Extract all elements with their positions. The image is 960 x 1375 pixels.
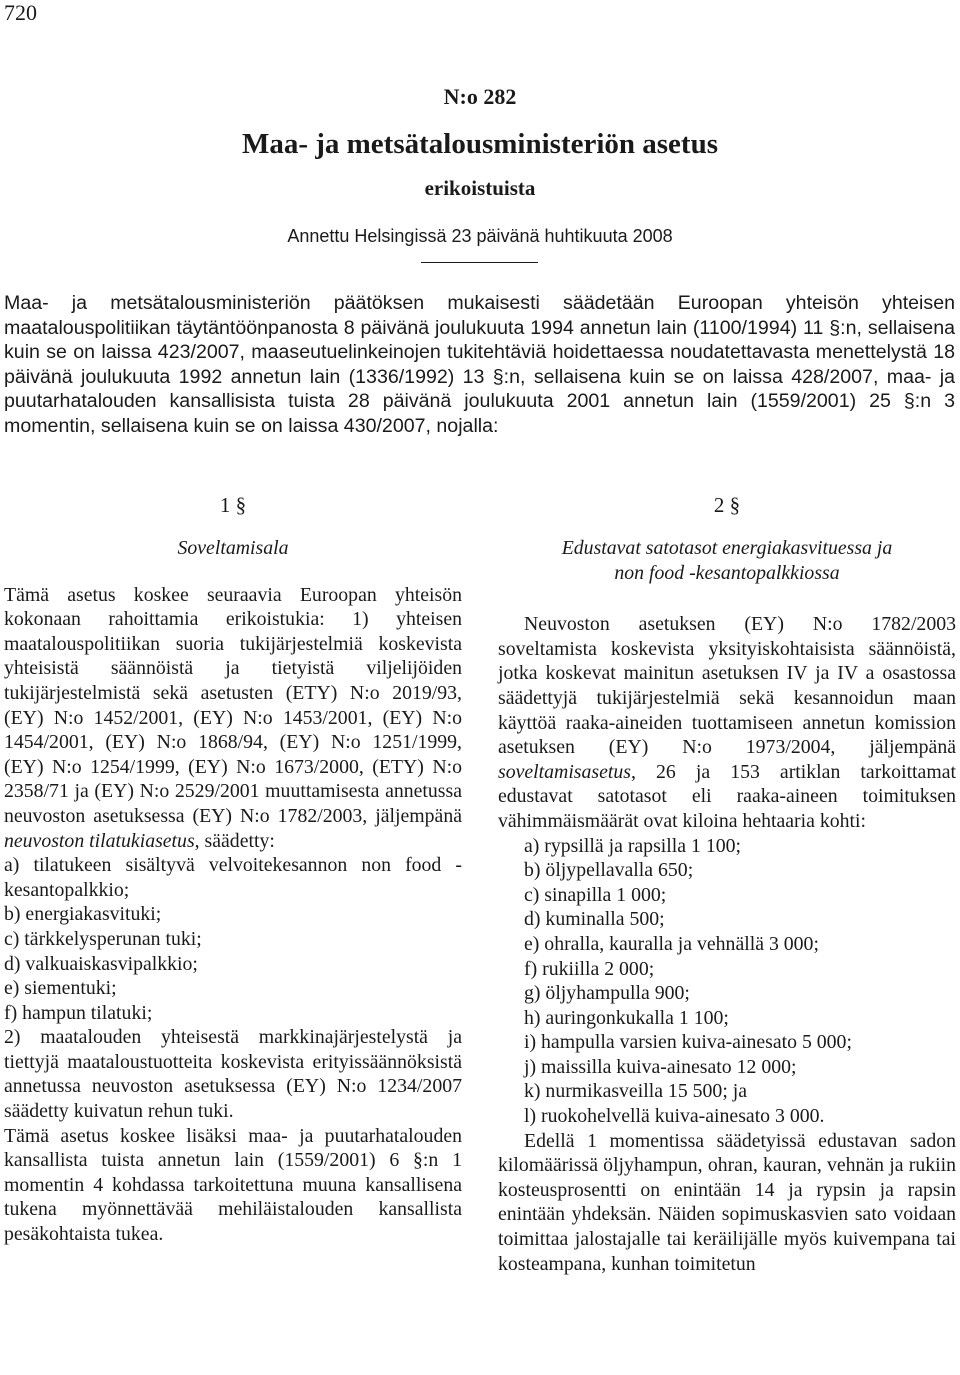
list-item: l) ruokohelvellä kuiva-ainesato 3 000. [524, 1105, 825, 1128]
section-1-paragraph-2: 2) maatalouden yhteisestä markkinajärjestelystä ja tiettyjä maataloustuotteita koskevista erityissäännöksistä annetussa neuvoston asetuksessa (EY) N:o 1234/2007 säädetty kuivatun rehun tuki. [4, 1026, 462, 1123]
section-2-heading-line-1: Edustavat satotasot energiakasvituessa ja [561, 537, 893, 559]
list-item: j) maissilla kuiva-ainesato 12 000; [524, 1055, 797, 1078]
statute-subject: erikoistuista [424, 176, 536, 200]
section-1-paragraph-3: Tämä asetus koskee lisäksi maa- ja puutarhatalouden kansallista tuista annetun lain (1559/2001) 6 §:n 1 momentin 4 kohdassa tarkoitettuna muuna kansallisena tukena myönnettävää mehiläistalouden kansallista pesäkohtaista tukea. [4, 1124, 462, 1246]
section-1-p1-text-end: , säädetty: [194, 829, 275, 852]
title-divider [421, 262, 538, 263]
section-1 [4, 488, 462, 1247]
list-item: d) kuminalla 500; [524, 908, 665, 931]
list-item: g) öljyhampulla 900; [524, 982, 690, 1005]
list-item: c) sinapilla 1 000; [524, 883, 667, 906]
list-item: a) rypsillä ja rapsilla 1 100; [524, 834, 741, 857]
section-2-paragraph-2: Edellä 1 momentissa säädetyissä edustavan sadon kilomäärissä öljyhampun, ohran, kauran, vehnän ja rukiin kosteusprosentti on enintään 14 ja rypsin ja rapsin enintään yhdeksän. Näiden sopimuskasvien sato voidaan toimittaa jalostajalle tai keräilijälle myös kuivempana tai kosteampana, kunhan toimitetun [498, 1129, 956, 1275]
list-item: h) auringonkukalla 1 100; [524, 1006, 729, 1029]
section-2-heading-line-2: non food -kesantopalkkiossa [614, 561, 840, 584]
defined-term: soveltamisasetus [498, 760, 631, 783]
section-2-p1-text-end: , 26 ja 153 artiklan tarkoittamat edustavat satotasot eli raaka-aineen toimituksen vähimmäismäärät ovat kiloina hehtaaria kohti: [498, 760, 956, 832]
defined-term: neuvoston tilatukiasetus [4, 829, 195, 852]
list-item: f) hampun tilatuki; [4, 1001, 153, 1024]
section-1-p1-text: Tämä asetus koskee seuraavia Euroopan yhteisön kokonaan rahoittamia erikoistukia: 1) yhteisen maatalouspolitiikan suoria tukijärjestelmiä koskevista yhteisistä säännöistä ja tietyistä viljelijöiden tukijärjestelmistä sekä asetusten (ETY) N:o 2019/93, (EY) N:o 1452/2001, (EY) N:o 1453/2001, (EY) N:o 1454/2001, (EY) N:o 1868/94, (EY) N:o 1251/1999, (EY) N:o 1254/1999, (EY) N:o 1673/2000, (ETY) N:o 2358/71 ja (EY) N:o 2529/2001 muuttamisesta annetussa neuvoston asetuksessa (EY) N:o 1782/2003, jäljempänä [4, 583, 462, 827]
page-number: 720 [4, 0, 37, 25]
list-item: d) valkuaiskasvipalkkio; [4, 952, 198, 975]
list-item: k) nurmikasveilla 15 500; ja [524, 1080, 748, 1103]
section-2-paragraph-1 [498, 612, 956, 833]
section-2 [498, 488, 956, 1276]
statute-number: N:o 282 [443, 84, 517, 109]
section-2-number: 2 § [713, 493, 741, 517]
list-item: c) tärkkelysperunan tuki; [4, 927, 202, 950]
list-item: f) rukiilla 2 000; [524, 957, 655, 980]
section-1-number: 1 § [219, 493, 247, 517]
statute-title: Maa- ja metsätalousministeriön asetus [241, 128, 719, 160]
list-item: b) energiakasvituki; [4, 903, 162, 926]
list-item: e) ohralla, kauralla ja vehnällä 3 000; [524, 932, 819, 955]
yield-list [498, 834, 956, 1129]
list-item: i) hampulla varsien kuiva-ainesato 5 000; [524, 1031, 852, 1054]
section-1-paragraph-1 [4, 583, 462, 854]
section-2-heading [498, 536, 956, 585]
list-item: e) siementuki; [4, 977, 117, 1000]
list-item: b) öljypellavalla 650; [524, 859, 694, 882]
section-2-p1-text: Neuvoston asetuksen (EY) N:o 1782/2003 soveltamista koskevista yksityiskohtaisista säännöistä, jotka koskevat mainitun asetuksen IV ja IV a osastossa säädettyjä tukijärjestelmiä sekä kesannoidun maan käyttöä raaka-aineiden tuottamiseen annetun komission asetuksen (EY) N:o 1973/2004, jäljempänä [498, 613, 956, 759]
preamble: Maa- ja metsätalousministeriön päätöksen mukaisesti säädetään Euroopan yhteisön yhteisen maatalouspolitiikan täytäntöönpanosta 8 päivänä joulukuuta 1994 annetun lain (1100/1994) 11 §:n, sellaisena kuin se on laissa 423/2007, maaseutuelinkeinojen tukitehtäviä hoidettaessa noudatettavasta menettelystä 18 päivänä joulukuuta 1992 annetun lain (1336/1992) 13 §:n, sellaisena kuin se on laissa 428/2007, maa- ja puutarhatalouden kansallisista tuista 28 päivänä joulukuuta 2001 annetun lain (1559/2001) 25 §:n 3 momentin, sellaisena kuin se on laissa 430/2007, nojalla: [4, 292, 955, 437]
issue-date-line: Annettu Helsingissä 23 päivänä huhtikuuta 2008 [287, 226, 673, 246]
section-1-heading: Soveltamisala [177, 537, 289, 559]
list-item: a) tilatukeen sisältyvä velvoitekesannon non food -kesantopalkkio; [4, 854, 462, 901]
